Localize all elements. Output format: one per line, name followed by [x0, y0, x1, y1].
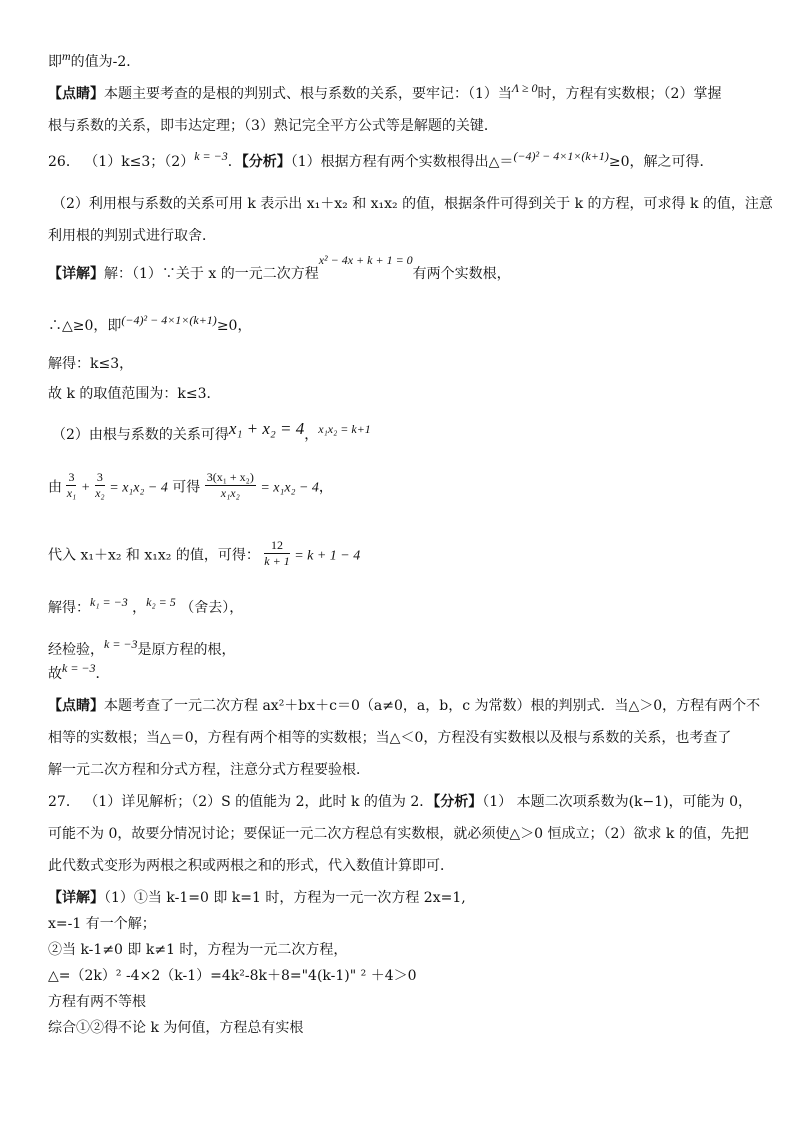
- text: 解：（1）∵关于 x 的一元二次方程: [104, 266, 319, 282]
- line-9: 解得：k≤3，: [48, 356, 134, 372]
- numerator: 3: [96, 470, 103, 484]
- text: ，: [132, 600, 147, 616]
- line-22: 此代数式变形为两根之积或两根之和的形式，代入数值计算即可．: [48, 858, 454, 874]
- line-5: （2）利用根与系数的关系可用 k 表示出 x₁＋x₂ 和 x₁x₂ 的值，根据条件可得到关于 k 的方程，可求得 k 的值，注意: [52, 196, 773, 212]
- line-18: 相等的实数根；当△＝0，方程有两个相等的实数根；当△＜0，方程没有实数根以及根与系数的关系，也考查了: [48, 730, 732, 746]
- line-20: [48, 792, 752, 812]
- math-rhs: = x₁x₂ − 4: [260, 480, 319, 496]
- line-24: x=-1 有一个解；: [48, 916, 156, 932]
- line-10: 故 k 的取值范围为：k≤3．: [48, 386, 221, 402]
- line-6: 利用根的判别式进行取舍．: [48, 228, 216, 244]
- text: ∴△≥0，即: [48, 318, 122, 334]
- line-11: [52, 419, 371, 445]
- text: ≥0，: [216, 318, 252, 334]
- line-12: [48, 472, 333, 503]
- tag-xiangjie: 【详解】: [48, 890, 104, 906]
- line-27: 方程有两不等根: [48, 994, 146, 1010]
- math-delta-ge-0: Λ ≥ 0: [511, 81, 538, 95]
- math-rhs: = k + 1 − 4: [294, 548, 361, 564]
- text: ．: [95, 666, 110, 682]
- math-discriminant: (−4)² − 4×1×(k+1): [121, 313, 217, 327]
- denominator: x₂: [95, 486, 105, 500]
- line-26: △=（2k）² -4×2（k-1）=4k²-8k＋8="4(k-1)" ² ＋4＞0: [48, 968, 417, 984]
- line-28: 综合①②得不论 k 为何值，方程总有实根: [48, 1020, 304, 1036]
- plus: +: [80, 480, 91, 496]
- line-19: 解一元二次方程和分式方程，注意分式方程要验根．: [48, 762, 370, 778]
- math-product: x₁x₂ = k+1: [318, 422, 371, 436]
- math-k: k = −3: [62, 661, 96, 675]
- denominator: k + 1: [264, 554, 290, 568]
- text: （2）由根与系数的关系可得: [52, 427, 229, 443]
- math-m: m: [62, 49, 71, 63]
- text: （1）①当 k-1=0 即 k=1 时，方程为一元一次方程 2x=1,: [104, 890, 466, 906]
- text: 本题考查了一元二次方程 ax²＋bx＋c＝0（a≠0，a，b，c 为常数）根的判别式．当△＞0，方程有两个不: [104, 698, 761, 714]
- fraction-3-over-x2: [95, 470, 105, 501]
- tag-dianjing: 【点睛】: [48, 698, 104, 714]
- math-k: k = −3: [104, 637, 138, 651]
- text: ，: [318, 479, 333, 496]
- text: 代入 x₁＋x₂ 和 x₁x₂ 的值，可得：: [48, 547, 260, 564]
- text: （1） 本题二次项系数为(k−1)，可能为 0，: [482, 794, 752, 810]
- math-k: k = −3: [194, 149, 228, 163]
- line-3: 根与系数的关系，即韦达定理；（3）熟记完全平方公式等是解题的关键．: [48, 118, 498, 134]
- text: 可得: [172, 479, 201, 496]
- line-2: [48, 81, 722, 104]
- text: 时，方程有实数根；（2）掌握: [537, 86, 722, 102]
- text: 有两个实数根，: [412, 266, 511, 282]
- numerator: 3: [68, 470, 75, 484]
- line-4: [48, 149, 714, 172]
- text: ，: [304, 427, 319, 443]
- math-k2: k₂ = 5: [146, 595, 176, 609]
- math-k1: k₁ = −3: [90, 595, 128, 609]
- tag-fenxi: 【分析】: [433, 794, 483, 810]
- line-7: [48, 253, 511, 284]
- line-15: [48, 637, 236, 660]
- text: （1）详见解析；（2）S 的值能为 2，此时 k 的值为 2．: [84, 794, 434, 810]
- text: 本题主要考查的是根的判别式、根与系数的关系，要牢记：（1）当: [104, 86, 512, 102]
- tag-dianjing: 【点睛】: [48, 86, 104, 102]
- numerator: 3(x₁ + x₂): [206, 470, 254, 484]
- line-25: ②当 k-1≠0 即 k≠1 时，方程为一元二次方程，: [48, 942, 348, 958]
- text: 解得：: [48, 600, 90, 616]
- numerator: 12: [264, 538, 289, 554]
- text: （1）根据方程有两个实数根得出△＝: [290, 154, 514, 170]
- text: 是原方程的根，: [137, 642, 236, 658]
- line-14: [48, 595, 244, 618]
- text: 即: [48, 54, 62, 70]
- text: （舍去），: [180, 600, 244, 616]
- line-8: [48, 313, 252, 336]
- denominator: x₁: [66, 486, 77, 500]
- text: ≥0，解之可得．: [608, 154, 714, 170]
- text: 故: [48, 666, 62, 682]
- line-13: [48, 540, 360, 571]
- text: ．: [227, 154, 242, 170]
- math-equation: x² − 4x + k + 1 = 0: [318, 253, 413, 267]
- text: （1）k≤3；（2）: [84, 154, 195, 170]
- fraction-3sum-over-product: [205, 470, 256, 501]
- text: 经检验，: [48, 642, 104, 658]
- tag-xiangjie: 【详解】: [48, 266, 104, 282]
- text: 由: [48, 479, 62, 496]
- math-rhs: = x₁x₂ − 4: [109, 480, 168, 496]
- fraction-12-over-k1: [264, 538, 289, 569]
- question-number: 27．: [48, 794, 80, 810]
- fraction-3-over-x1: [66, 470, 76, 501]
- math-sum: x₁ + x₂ = 4: [228, 419, 305, 438]
- denominator: x₁x₂: [220, 486, 240, 500]
- line-23: [48, 888, 466, 908]
- line-16: [48, 661, 110, 684]
- tag-fenxi: 【分析】: [241, 154, 291, 170]
- line-1: [48, 49, 141, 72]
- text: 的值为-2．: [70, 54, 141, 70]
- line-21: 可能不为 0，故要分情况讨论；要保证一元二次方程总有实数根，就必须使△＞0 恒成立；（2）欲求 k 的值，先把: [48, 826, 749, 842]
- math-discriminant: (−4)² − 4×1×(k+1): [513, 149, 609, 163]
- line-17: [48, 696, 760, 716]
- question-number: 26．: [48, 154, 80, 170]
